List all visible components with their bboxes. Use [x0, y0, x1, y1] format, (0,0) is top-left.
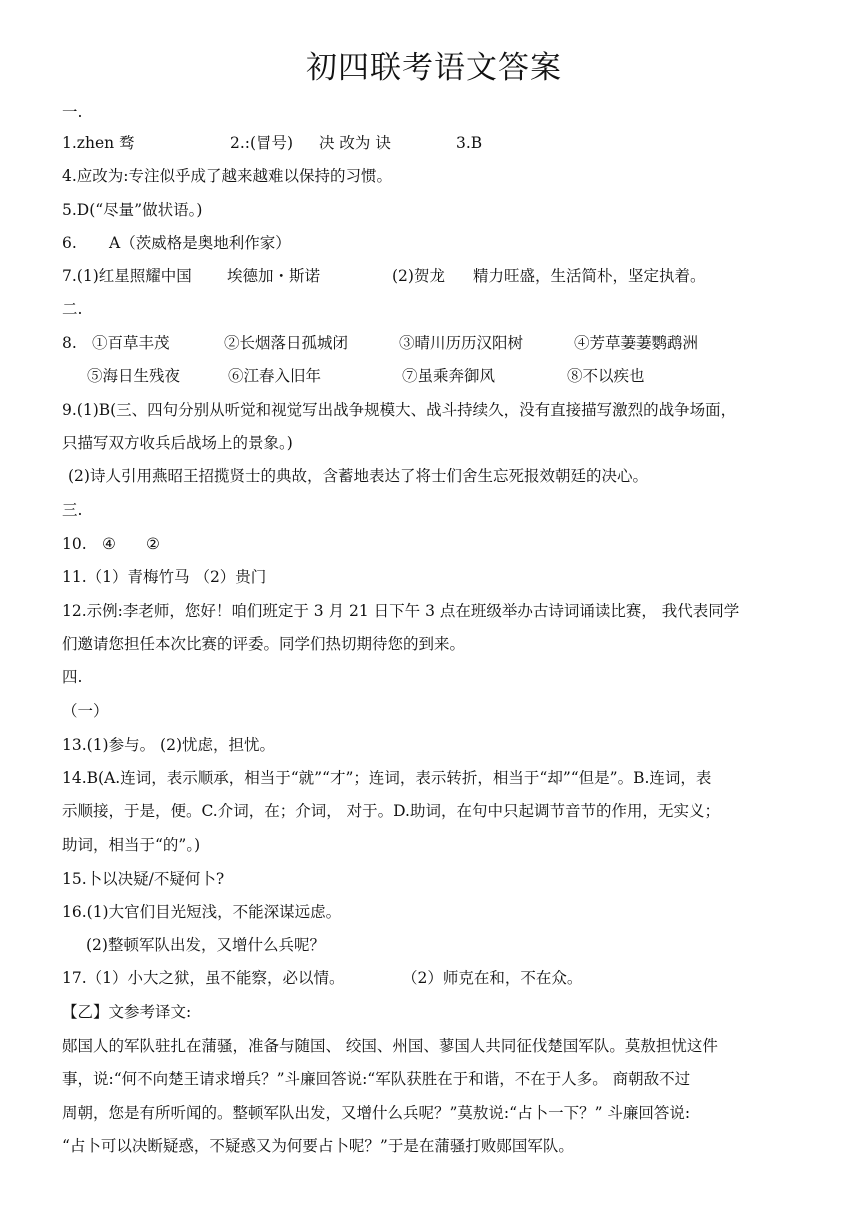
answer-7-traits: 精力旺盛，生活简朴，坚定执着。	[473, 267, 706, 285]
page-title: 初四联考语文答案	[306, 50, 562, 86]
answer-line-9a: 9.(1)B(三、四句分别从听觉和视觉写出战争规模大、战斗持续久，没有直接描写激烈的战争场面，	[62, 401, 737, 419]
subsection-heading: （一）	[62, 702, 109, 720]
answer-7-person: (2)贺龙	[392, 267, 445, 285]
blank-5: ⑤海日生残夜	[87, 367, 181, 385]
answer-line-4: 4.应改为:专注似乎成了越来越难以保持的习惯。	[62, 167, 393, 185]
translation-line-4: “占卜可以决断疑惑，不疑惑又为何要占卜呢？”于是在蒲骚打败郧国军队。	[62, 1137, 574, 1155]
answer-line-14a: 14.B(A.连词，表示顺承，相当于“就”“才”；连词，表示转折，相当于“却”“但是”。B.连词，表	[62, 769, 712, 787]
blank-1: ①百草丰茂	[92, 334, 170, 352]
section-heading-1: 一.	[62, 103, 83, 121]
blank-4: ④芳草萋萋鹦鹉洲	[574, 334, 699, 352]
answer-line-5: 5.D(“尽量”做状语。)	[62, 201, 203, 219]
blank-2: ②长烟落日孤城闭	[224, 334, 349, 352]
answer-line-14b: 示顺接，于是，便。C.介词，在；介词， 对于。D.助词，在句中只起调节音节的作用，无实义；	[62, 802, 720, 820]
answer-line-9b: 只描写双方收兵后战场上的景象。)	[62, 434, 293, 452]
blank-8: ⑧不以疾也	[567, 367, 645, 385]
answer-3: 3.B	[456, 134, 483, 152]
answer-2-correction: 决 改为 诀	[319, 134, 391, 152]
answer-17-part1: 17.（1）小大之狱，虽不能察，必以情。	[62, 969, 345, 987]
answer-line-14c: 助词，相当于“的”。)	[62, 836, 201, 854]
answer-7-author: 埃德加・斯诺	[227, 267, 321, 285]
translation-line-2: 事，说:“何不向楚王请求增兵？”斗廉回答说:“军队获胜在于和谐，不在于人多。 商朝敌不过	[62, 1070, 691, 1088]
answer-line-12a: 12.示例:李老师，您好！咱们班定于 3 月 21 日下午 3 点在班级举办古诗词诵读比赛， 我代表同学	[62, 602, 740, 620]
answer-10-number: 10.	[62, 535, 87, 553]
answer-6-number: 6.	[62, 234, 77, 252]
blank-7: ⑦虽乘奔御风	[402, 367, 496, 385]
answer-line-9c: (2)诗人引用燕昭王招揽贤士的典故，含蓄地表达了将士们舍生忘死报效朝廷的决心。	[68, 467, 648, 485]
section-heading-4: 四.	[62, 668, 83, 686]
translation-line-3: 周朝，您是有所听闻的。整顿军队出发，又增什么兵呢？”莫敖说:“占卜一下？” 斗廉回答说:	[62, 1104, 691, 1122]
blank-6: ⑥江春入旧年	[228, 367, 322, 385]
answer-2: 2.:(冒号)	[230, 134, 294, 152]
answer-line-12b: 们邀请您担任本次比赛的评委。同学们热切期待您的到来。	[62, 635, 466, 653]
answer-line-13: 13.(1)参与。 (2)忧虑，担忧。	[62, 736, 275, 754]
answer-line-15: 15.卜以决疑/不疑何卜?	[62, 870, 225, 888]
answer-7-book: 7.(1)红星照耀中国	[62, 267, 192, 285]
section-heading-2: 二.	[62, 300, 83, 318]
answer-10-second: ②	[146, 535, 160, 553]
answer-8-number: 8.	[62, 334, 77, 352]
blank-3: ③晴川历历汉阳树	[399, 334, 524, 352]
answer-1: 1.zhen 骛	[62, 134, 135, 152]
answer-6-text: A（茨威格是奥地利作家）	[109, 234, 291, 252]
section-heading-3: 三.	[62, 501, 83, 519]
answer-17-part2: （2）师克在和，不在众。	[402, 969, 583, 987]
answer-line-16a: 16.(1)大官们目光短浅，不能深谋远虑。	[62, 903, 342, 921]
translation-heading: 【乙】文参考译文:	[62, 1003, 192, 1021]
answer-10-first: ④	[102, 535, 116, 553]
translation-line-1: 郧国人的军队驻扎在蒲骚，准备与随国、 绞国、州国、蓼国人共同征伐楚国军队。莫敖担忧这件	[62, 1037, 718, 1055]
answer-line-16b: (2)整顿军队出发，又增什么兵呢？	[86, 936, 325, 954]
answer-line-11: 11.（1）青梅竹马 （2）贵门	[62, 568, 267, 586]
